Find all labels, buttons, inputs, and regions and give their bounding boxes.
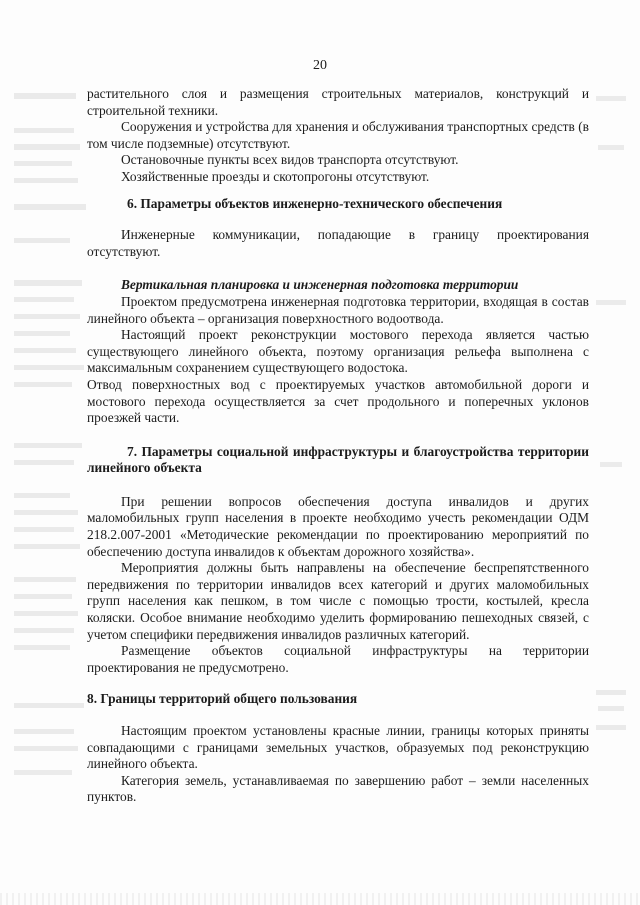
paragraph: При решении вопросов обеспечения доступа инвалидов и других маломобильных групп населения в проекте необходимо учесть рекомендации ОДМ 218.2.007-2001 «Методические рекомендации по проектированию мероприятий по обеспечению доступа инвалидов к объектам дорожного хозяйства». bbox=[87, 493, 589, 559]
paragraph: Остановочные пункты всех видов транспорта отсутствуют. bbox=[121, 152, 459, 168]
paragraph: Хозяйственные проезды и скотопрогоны отсутствуют. bbox=[121, 168, 430, 184]
section-heading-6: 6. Параметры объектов инженерно-технического обеспечения bbox=[127, 195, 503, 211]
page-number: 20 bbox=[313, 58, 327, 73]
subsection-heading: Вертикальная планировка и инженерная подготовка территории bbox=[121, 277, 519, 293]
section-heading-8: 8. Границы территорий общего пользования bbox=[87, 691, 358, 707]
paragraph: Проектом предусмотрена инженерная подготовка территории, входящая в состав линейного объекта – организация поверхностного водоотвода. bbox=[87, 293, 589, 326]
paragraph: Инженерные коммуникации, попадающие в границу проектирования отсутствуют. bbox=[87, 227, 589, 259]
paragraph: Мероприятия должны быть направлены на обеспечение беспрепятственного передвижения по территории инвалидов всех категорий и других маломобильных групп населения как пешком, в том числе с помощью трости, костылей, кресла коляски. Особое внимание необходимо уделить формированию пешеходных связей, с учетом специфики передвижения инвалидов различных категорий. bbox=[87, 560, 589, 642]
paragraph: Размещение объектов социальной инфраструктуры на территории проектирования не предусмотрено. bbox=[87, 643, 589, 675]
document-body bbox=[87, 86, 589, 806]
paragraph: Отвод поверхностных вод с проектируемых участков автомобильной дороги и мостового перехода осуществляется за счет продольного и поперечных уклонов проезжей части. bbox=[87, 376, 589, 426]
paragraph: Настоящим проектом установлены красные линии, границы которых приняты совпадающими с границами земельных участков, образуемых под реконструкцию линейного объекта. bbox=[87, 723, 589, 772]
paragraph: Категория земель, устанавливаемая по завершению работ – земли населенных пунктов. bbox=[87, 772, 589, 805]
paragraph: растительного слоя и размещения строительных материалов, конструкций и строительной техники. bbox=[87, 86, 589, 118]
section-heading-7: 7. Параметры социальной инфраструктуры и благоустройства территории линейного объекта bbox=[87, 443, 589, 476]
paragraph: Настоящий проект реконструкции мостового перехода является частью существующего линейного объекта, поэтому организация рельефа выполнена с максимальным сохранением существующего водостока. bbox=[87, 327, 589, 376]
paragraph: Сооружения и устройства для хранения и обслуживания транспортных средств (в том числе подземные) отсутствуют. bbox=[87, 119, 589, 151]
scan-edge-texture bbox=[0, 893, 640, 905]
